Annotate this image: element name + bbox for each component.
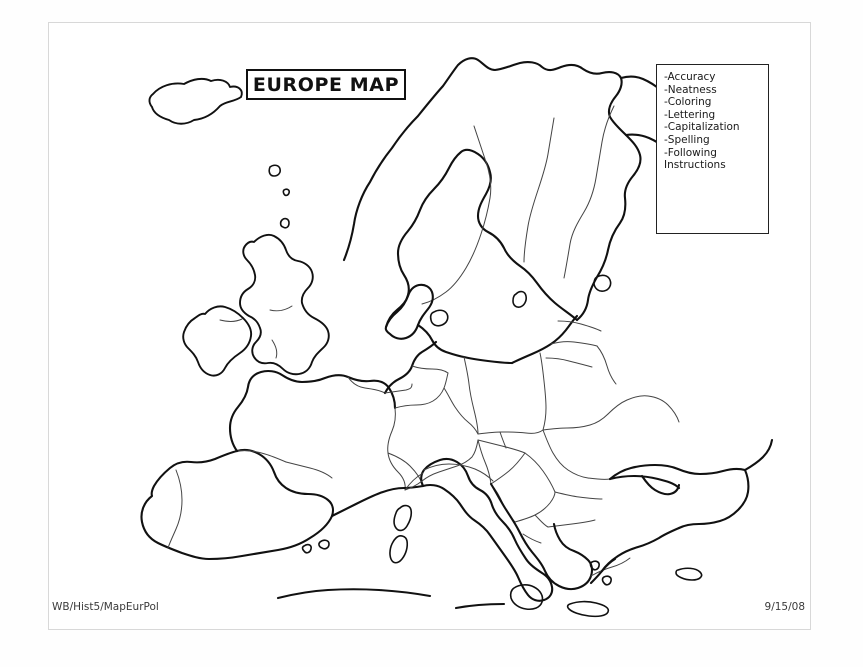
list-item: -Neatness — [664, 83, 717, 96]
europe-map-figure — [48, 22, 811, 630]
france-mediterranean-coast — [332, 486, 423, 516]
baltic-states-borders — [551, 342, 597, 346]
balearic-island — [319, 540, 329, 549]
northern-ireland-border — [220, 319, 242, 321]
iceland-outline — [149, 79, 241, 124]
serbia-borders — [515, 492, 555, 522]
france-east-border — [388, 408, 405, 490]
netherlands-germany-border — [412, 366, 448, 373]
bosporus-straits — [602, 559, 615, 571]
list-item: Instructions — [664, 159, 726, 172]
north-sea-lowlands-coast — [385, 342, 436, 393]
hungary-romania-border — [525, 453, 555, 492]
sweden-finland-border — [524, 118, 554, 262]
grading-rubric-box — [656, 64, 769, 234]
belarus-russia-border — [597, 346, 616, 384]
azores-dot — [283, 189, 289, 195]
sardinia-island — [390, 536, 407, 563]
hungary-croatia-border — [491, 453, 525, 484]
list-item: -Accuracy — [664, 71, 716, 83]
cyprus-island — [676, 568, 702, 580]
faroe-islands — [269, 165, 280, 176]
balearic-island-2 — [303, 545, 312, 553]
german-baltic-coast — [418, 325, 512, 363]
italy-outline — [421, 459, 552, 601]
italy-alps-border — [424, 464, 493, 481]
north-africa-coast — [278, 589, 430, 598]
page-footer — [48, 601, 811, 621]
footer-date: 9/15/08 — [764, 601, 805, 613]
zealand-island — [431, 310, 448, 326]
norway-sweden-border — [422, 126, 491, 304]
turkey-north-coast — [679, 470, 748, 528]
poland-east-border — [540, 353, 546, 430]
rubric-list — [664, 71, 763, 172]
ukraine-russia-border — [608, 396, 679, 422]
spain-portugal-border — [168, 470, 182, 548]
bulgaria-romania-border — [555, 492, 602, 499]
ireland-outline — [183, 306, 251, 375]
poland-baltic-coast — [512, 316, 577, 363]
aegean-island-2 — [603, 576, 612, 585]
france-spain-pyrenees — [286, 462, 332, 478]
poland-south-border — [478, 430, 543, 434]
map-title-box — [246, 69, 406, 100]
turkey-aegean-coast — [591, 528, 679, 583]
list-item: -Lettering — [664, 108, 716, 121]
germany-czech-border — [444, 388, 478, 434]
wales-border — [272, 340, 277, 358]
scotland-england-border — [270, 306, 292, 311]
shetland-islands — [281, 219, 289, 228]
austria-hungary-border — [478, 440, 525, 453]
list-item: -Following — [664, 146, 717, 159]
great-britain-outline — [240, 235, 329, 374]
belarus-ukraine-border — [543, 414, 608, 430]
lithuania-latvia-line — [546, 358, 592, 367]
list-item: -Coloring — [664, 96, 712, 109]
gotland-island — [513, 292, 526, 308]
corsica-island — [394, 506, 411, 531]
sweden-baltic-coast — [386, 150, 577, 327]
france-coast — [230, 371, 395, 451]
lake-ladoga — [594, 275, 611, 291]
list-item: -Capitalization — [664, 121, 740, 134]
caucasus-east-coast — [745, 440, 772, 470]
france-italy-border — [388, 453, 423, 486]
list-item: -Spelling — [664, 133, 710, 146]
latvia-estonia-line — [558, 321, 601, 331]
germany-poland-border — [464, 357, 478, 434]
footer-file-reference: WB/Hist5/MapEurPol — [52, 601, 159, 613]
macedonia-borders — [535, 515, 548, 527]
page-title: EUROPE MAP — [252, 73, 400, 96]
ukraine-south-border — [543, 430, 610, 479]
